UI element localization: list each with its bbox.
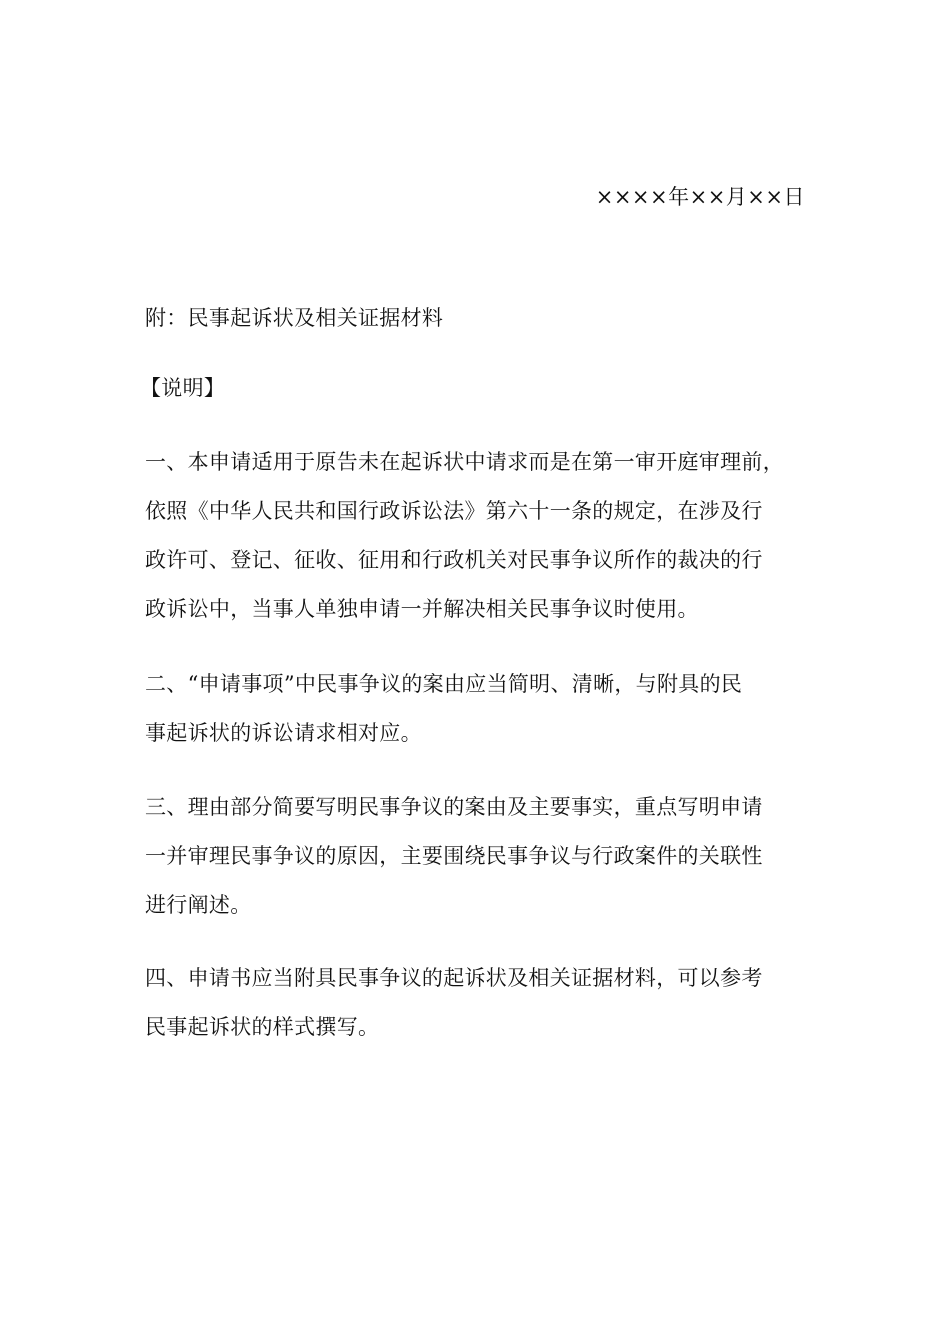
note-line: 三、理由部分简要写明民事争议的案由及主要事实，重点写明申请 — [145, 795, 763, 819]
note-line: 事起诉状的诉讼请求相对应。 — [145, 721, 422, 745]
note-line: 依照《中华人民共和国行政诉讼法》第六十一条的规定，在涉及行 — [145, 499, 763, 523]
note-line: 民事起诉状的样式撰写。 — [145, 1015, 380, 1039]
note-line: 一、本申请适用于原告未在起诉状中请求而是在第一审开庭审理前， — [145, 450, 784, 474]
note-line: 二、“申请事项”中民事争议的案由应当简明、清晰，与附具的民 — [145, 672, 743, 696]
note-item-4 — [145, 954, 810, 1052]
note-item-1 — [145, 438, 810, 634]
note-line: 四、申请书应当附具民事争议的起诉状及相关证据材料，可以参考 — [145, 966, 763, 990]
note-line: 政诉讼中，当事人单独申请一并解决相关民事争议时使用。 — [145, 597, 699, 621]
note-line: 进行阐述。 — [145, 893, 252, 917]
date-line: ××××年××月××日 — [595, 185, 805, 209]
note-item-3 — [145, 783, 810, 930]
note-line: 一并审理民事争议的原因，主要围绕民事争议与行政案件的关联性 — [145, 844, 763, 868]
notes-heading: 【说明】 — [140, 376, 226, 400]
attachment-line: 附：民事起诉状及相关证据材料 — [145, 306, 444, 330]
note-line: 政许可、登记、征收、征用和行政机关对民事争议所作的裁决的行 — [145, 548, 763, 572]
note-item-2 — [145, 660, 810, 758]
